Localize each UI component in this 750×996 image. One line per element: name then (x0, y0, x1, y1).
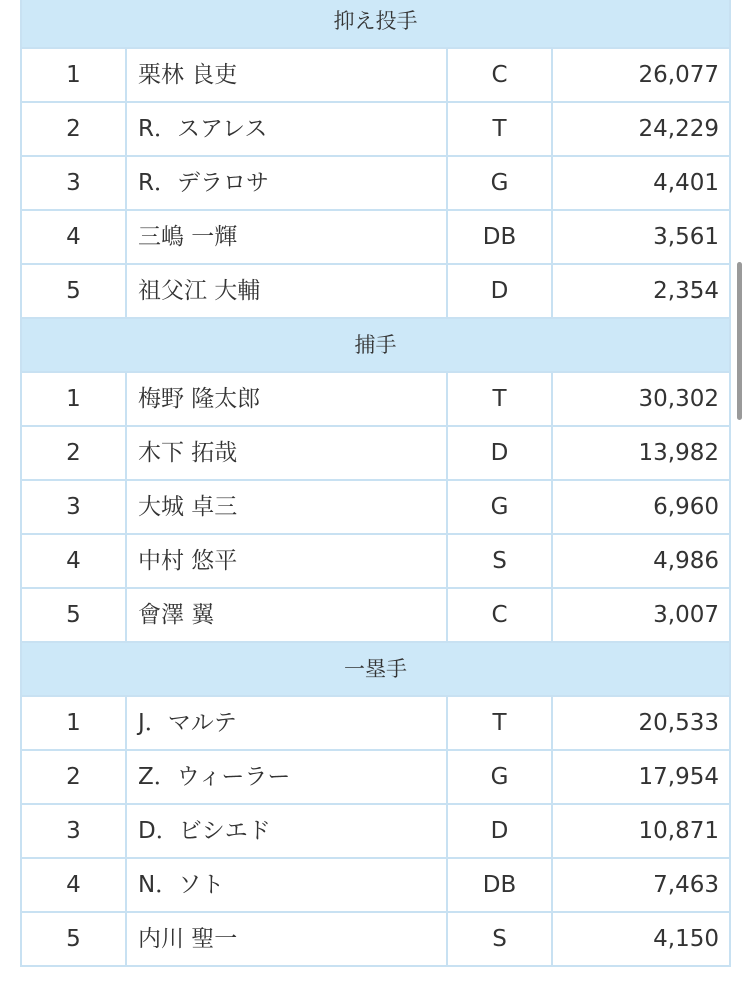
team-cell: D (447, 264, 552, 318)
team-cell: T (447, 102, 552, 156)
votes-cell: 6,960 (552, 480, 730, 534)
section-title: 捕手 (21, 318, 730, 372)
votes-cell: 17,954 (552, 750, 730, 804)
votes-cell: 13,982 (552, 426, 730, 480)
table-row (21, 912, 730, 966)
section-header-first-base (21, 642, 730, 696)
rank-cell: 5 (21, 264, 126, 318)
table-row (21, 102, 730, 156)
rank-cell: 2 (21, 102, 126, 156)
team-cell: T (447, 372, 552, 426)
votes-cell: 20,533 (552, 696, 730, 750)
table-row (21, 426, 730, 480)
table-row (21, 858, 730, 912)
player-name-cell: 祖父江 大輔 (126, 264, 447, 318)
rank-cell: 2 (21, 750, 126, 804)
vote-ranking-table-container (20, 0, 729, 967)
votes-cell: 4,986 (552, 534, 730, 588)
rank-cell: 1 (21, 696, 126, 750)
player-name-cell: N．ソト (126, 858, 447, 912)
section-header-closer (21, 0, 730, 48)
table-row (21, 588, 730, 642)
votes-cell: 4,401 (552, 156, 730, 210)
votes-cell: 10,871 (552, 804, 730, 858)
player-name-cell: 栗林 良吏 (126, 48, 447, 102)
team-cell: C (447, 588, 552, 642)
team-cell: DB (447, 858, 552, 912)
table-row (21, 48, 730, 102)
table-row (21, 156, 730, 210)
table-row (21, 210, 730, 264)
table-row (21, 696, 730, 750)
player-name-cell: 梅野 隆太郎 (126, 372, 447, 426)
vote-ranking-body (21, 0, 730, 966)
player-name-cell: 中村 悠平 (126, 534, 447, 588)
team-cell: G (447, 156, 552, 210)
team-cell: T (447, 696, 552, 750)
player-name-cell: 大城 卓三 (126, 480, 447, 534)
player-name-cell: 内川 聖一 (126, 912, 447, 966)
table-row (21, 750, 730, 804)
rank-cell: 5 (21, 588, 126, 642)
rank-cell: 3 (21, 480, 126, 534)
team-cell: G (447, 750, 552, 804)
player-name-cell: R．デラロサ (126, 156, 447, 210)
team-cell: S (447, 912, 552, 966)
rank-cell: 3 (21, 804, 126, 858)
player-name-cell: 木下 拓哉 (126, 426, 447, 480)
rank-cell: 4 (21, 858, 126, 912)
team-cell: D (447, 804, 552, 858)
votes-cell: 2,354 (552, 264, 730, 318)
votes-cell: 3,561 (552, 210, 730, 264)
rank-cell: 4 (21, 210, 126, 264)
player-name-cell: 三嶋 一輝 (126, 210, 447, 264)
rank-cell: 1 (21, 372, 126, 426)
team-cell: G (447, 480, 552, 534)
rank-cell: 4 (21, 534, 126, 588)
votes-cell: 30,302 (552, 372, 730, 426)
table-row (21, 804, 730, 858)
team-cell: D (447, 426, 552, 480)
rank-cell: 2 (21, 426, 126, 480)
player-name-cell: 會澤 翼 (126, 588, 447, 642)
team-cell: DB (447, 210, 552, 264)
table-row (21, 534, 730, 588)
player-name-cell: J．マルテ (126, 696, 447, 750)
rank-cell: 3 (21, 156, 126, 210)
section-header-catcher (21, 318, 730, 372)
votes-cell: 3,007 (552, 588, 730, 642)
votes-cell: 7,463 (552, 858, 730, 912)
section-title: 抑え投手 (21, 0, 730, 48)
table-row (21, 372, 730, 426)
player-name-cell: D．ビシエド (126, 804, 447, 858)
section-title: 一塁手 (21, 642, 730, 696)
table-row (21, 264, 730, 318)
vote-ranking-table (20, 0, 731, 967)
vertical-scrollbar[interactable] (737, 262, 742, 420)
team-cell: C (447, 48, 552, 102)
votes-cell: 4,150 (552, 912, 730, 966)
player-name-cell: Z．ウィーラー (126, 750, 447, 804)
table-row (21, 480, 730, 534)
votes-cell: 26,077 (552, 48, 730, 102)
rank-cell: 1 (21, 48, 126, 102)
team-cell: S (447, 534, 552, 588)
rank-cell: 5 (21, 912, 126, 966)
votes-cell: 24,229 (552, 102, 730, 156)
player-name-cell: R．スアレス (126, 102, 447, 156)
